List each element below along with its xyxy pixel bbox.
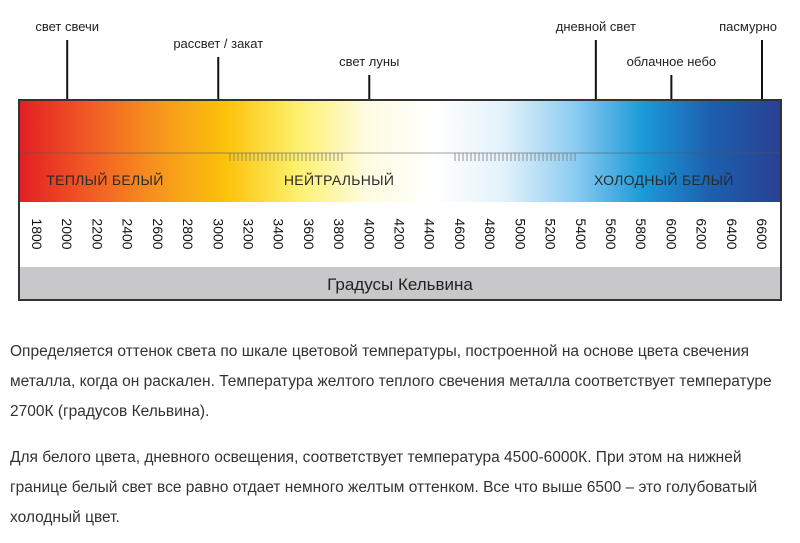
tick-label: 2400 [119, 218, 136, 250]
tick-label: 6400 [723, 218, 740, 250]
tick-label: 4800 [482, 218, 499, 250]
tick-label: 2200 [89, 218, 106, 250]
tick-label: 6000 [663, 218, 680, 250]
tick-label: 2600 [149, 218, 166, 250]
tick-label: 3200 [240, 218, 257, 250]
zone-label: НЕЙТРАЛЬНЫЙ [283, 172, 395, 188]
tick-label: 3000 [210, 218, 227, 250]
callout-label: свет свечи [35, 19, 100, 34]
tick-label: 3800 [331, 218, 348, 250]
callout-label: рассвет / закат [173, 36, 264, 51]
tick-label: 2800 [180, 218, 197, 250]
tick-label: 5200 [542, 218, 559, 250]
tick-label: 1800 [29, 218, 45, 250]
tick-label: 5400 [572, 218, 589, 250]
tick-label: 6600 [754, 218, 770, 250]
tick-label: 3400 [270, 218, 287, 250]
tick-label: 3600 [300, 218, 317, 250]
tick-label: 5600 [602, 218, 619, 250]
callout-label: облачное небо [626, 54, 717, 69]
tick-label: 5000 [512, 218, 529, 250]
description-paragraph-1: Определяется оттенок света по шкале цветовой температуры, построенной на основе цвета свечения металла, когда он раскален. Температура желтого теплого свечения металла соответствует температуре 2700К (градусов Кельвина). [10, 343, 772, 420]
axis-title: Градусы Кельвина [327, 275, 473, 294]
description-paragraph-2: Для белого цвета, дневного освещения, соответствует температура 4500-6000К. При этом на нижней границе белый свет все равно отдает немного желтым оттенком. Все что выше 6500 – это голубоватый холодный цвет. [10, 449, 758, 526]
callout-label: свет луны [339, 54, 400, 69]
tick-label: 4200 [391, 218, 408, 250]
tick-label: 4600 [451, 218, 468, 250]
tick-label: 4000 [361, 218, 378, 250]
callout-label: пасмурно [719, 19, 777, 34]
callout-label: дневной свет [555, 19, 636, 34]
tick-label: 6200 [693, 218, 710, 250]
tick-label: 2000 [59, 218, 76, 250]
tick-label: 4400 [421, 218, 438, 250]
zone-label: ТЕПЛЫЙ БЕЛЫЙ [46, 172, 164, 188]
zone-labels [46, 171, 733, 188]
tick-label: 5800 [633, 218, 650, 250]
zone-label: ХОЛОДНЫЙ БЕЛЫЙ [593, 172, 734, 188]
